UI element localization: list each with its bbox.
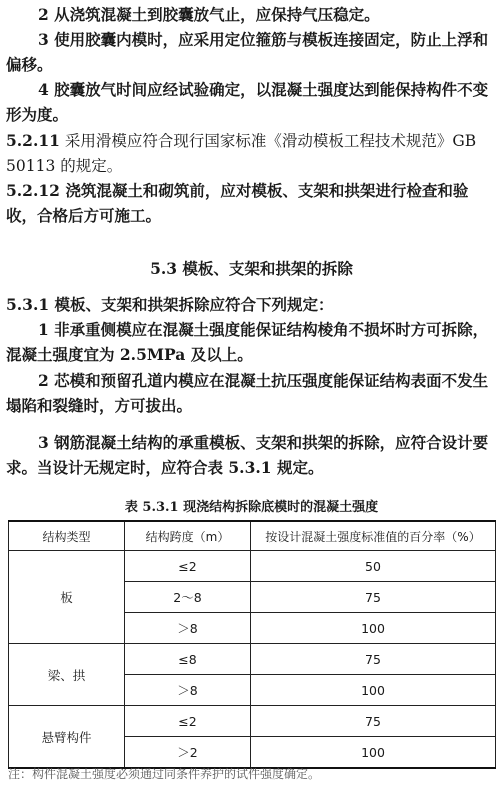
- table-row: [9, 706, 496, 737]
- percent-cell: 50: [251, 551, 496, 582]
- span-cell: ≤2: [125, 551, 251, 582]
- clause-item-1: 1 非承重侧模应在混凝土强度能保证结构棱角不损坏时方可拆除，混凝土强度宜为 2.5MPa 及以上。: [6, 320, 489, 364]
- clause-5-3-1: [6, 292, 498, 317]
- type-cell: 板: [9, 551, 125, 644]
- span-cell: ≤2: [125, 706, 251, 737]
- paragraph-item-3: 3 使用胶囊内模时，应采用定位箍筋与模板连接固定，防止上浮和偏移。: [6, 30, 489, 74]
- table-caption: 表 5.3.1 现浇结构拆除底模时的混凝土强度: [124, 500, 379, 515]
- clause-5-2-11: [6, 128, 498, 179]
- type-cell: 悬臂构件: [9, 706, 125, 769]
- paragraph-item-4: 4 胶囊放气时间应经试验确定，以混凝土强度达到能保持构件不变形为度。: [6, 80, 489, 124]
- clause-number: 5.3.1: [6, 295, 50, 314]
- span-cell: ≤8: [125, 644, 251, 675]
- percent-cell: 100: [251, 737, 496, 769]
- table-row: [9, 551, 496, 582]
- paragraph-item-2: 2 从浇筑混凝土到胶囊放气止，应保持气压稳定。: [38, 5, 380, 24]
- table-note: 注：构件混凝土强度必须通过同条件养护的试件强度确定。: [8, 767, 321, 781]
- header-span: 结构跨度（m）: [125, 521, 251, 551]
- percent-cell: 75: [251, 644, 496, 675]
- section-heading: 5.3 模板、支架和拱架的拆除: [150, 259, 353, 278]
- clause-text: 模板、支架和拱架拆除应符合下列规定：: [49, 295, 334, 314]
- clause-number: 5.2.11: [6, 131, 60, 150]
- header-percent: 按设计混凝土强度标准值的百分率（%）: [251, 521, 496, 551]
- table-header-row: [9, 521, 496, 551]
- clause-item-2: 2 芯模和预留孔道内模应在混凝土抗压强度能保证结构表面不发生塌陷和裂缝时，方可拔出。: [6, 371, 489, 415]
- header-structure-type: 结构类型: [9, 521, 125, 551]
- percent-cell: 100: [251, 613, 496, 644]
- percent-cell: 75: [251, 582, 496, 613]
- clause-number: 5.2.12: [6, 181, 60, 200]
- type-cell: 梁、拱: [9, 644, 125, 706]
- percent-cell: 75: [251, 706, 496, 737]
- clause-text: 浇筑混凝土和砌筑前，应对模板、支架和拱架进行检查和验收，合格后方可施工。: [6, 181, 469, 225]
- clause-5-2-12: [6, 178, 498, 228]
- clause-text: 采用滑模应符合现行国家标准《滑动模板工程技术规范》GB 50113 的规定。: [6, 132, 477, 175]
- percent-cell: 100: [251, 675, 496, 706]
- span-cell: ＞8: [125, 613, 251, 644]
- span-cell: ＞2: [125, 737, 251, 769]
- clause-item-3: 3 钢筋混凝土结构的承重模板、支架和拱架的拆除，应符合设计要求。当设计无规定时，应符合表 5.3.1 规定。: [6, 433, 489, 477]
- span-cell: ＞8: [125, 675, 251, 706]
- table-row: [9, 644, 496, 675]
- strength-table: [8, 520, 496, 769]
- span-cell: 2～8: [125, 582, 251, 613]
